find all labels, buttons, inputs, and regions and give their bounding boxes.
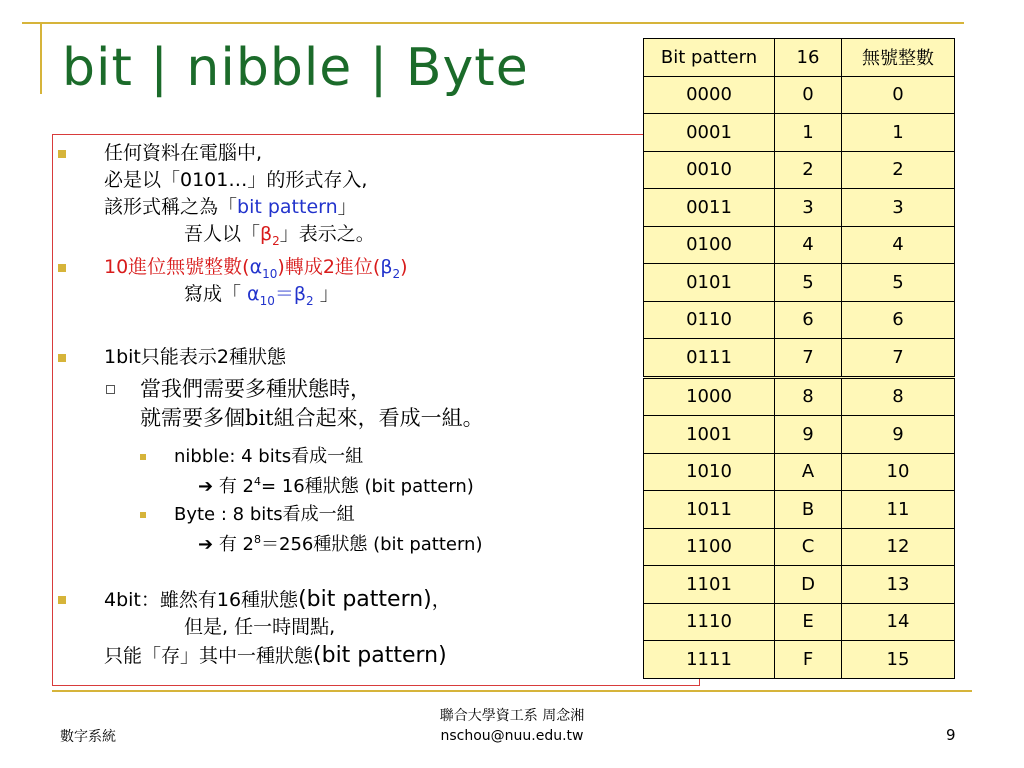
header-bit-pattern: Bit pattern bbox=[644, 39, 775, 77]
cell-bit-pattern: 0100 bbox=[644, 226, 775, 264]
table-header-row bbox=[644, 39, 955, 77]
header-unsigned-int: 無號整數 bbox=[842, 39, 955, 77]
cell-hex: F bbox=[775, 641, 842, 679]
bottom-rule bbox=[52, 690, 972, 692]
bullet-2-line-1: 10進位無號整數$(\alpha_{10})$轉成2進位$(\beta_2)$ bbox=[104, 256, 408, 281]
table-row bbox=[644, 76, 955, 114]
arrow-right-icon: ➔ bbox=[198, 476, 214, 497]
bullet-marker bbox=[58, 264, 66, 272]
bit-pattern-term: bit pattern bbox=[237, 196, 338, 218]
table-row bbox=[644, 339, 955, 378]
cell-unsigned-int: 3 bbox=[842, 189, 955, 227]
table-row bbox=[644, 566, 955, 604]
bullet-4-line-1: 4bit：雖然有16種狀態(bit pattern)， bbox=[104, 587, 451, 612]
cell-bit-pattern: 1010 bbox=[644, 453, 775, 491]
cell-hex: 0 bbox=[775, 76, 842, 114]
cell-unsigned-int: 5 bbox=[842, 264, 955, 302]
bit-pattern-table bbox=[643, 38, 955, 679]
cell-bit-pattern: 0101 bbox=[644, 264, 775, 302]
cell-bit-pattern: 1001 bbox=[644, 416, 775, 454]
top-rule bbox=[22, 22, 964, 24]
cell-hex: 5 bbox=[775, 264, 842, 302]
bullet-4-line-2: 但是, 任一時間點, bbox=[184, 616, 336, 638]
table-row bbox=[644, 491, 955, 529]
cell-bit-pattern: 1100 bbox=[644, 528, 775, 566]
cell-unsigned-int: 2 bbox=[842, 151, 955, 189]
cell-hex: 8 bbox=[775, 377, 842, 416]
cell-bit-pattern: 0011 bbox=[644, 189, 775, 227]
bullet-4-line-3: 只能「存」其中一種狀態(bit pattern) bbox=[104, 643, 447, 668]
cell-unsigned-int: 6 bbox=[842, 301, 955, 339]
table-row bbox=[644, 301, 955, 339]
table-row bbox=[644, 377, 955, 416]
nibble-line-2: ➔ 有 $2^4= 16$種狀態 (bit pattern) bbox=[198, 475, 474, 497]
cell-bit-pattern: 0001 bbox=[644, 114, 775, 152]
bullet-marker bbox=[140, 454, 146, 460]
cell-hex: 4 bbox=[775, 226, 842, 264]
cell-unsigned-int: 14 bbox=[842, 603, 955, 641]
cell-bit-pattern: 1110 bbox=[644, 603, 775, 641]
byte-line-2: ➔ 有 $2^8=256$種狀態 (bit pattern) bbox=[198, 533, 483, 555]
cell-bit-pattern: 0110 bbox=[644, 301, 775, 339]
cell-hex: 6 bbox=[775, 301, 842, 339]
bullet-2-line-2: 寫成「 $\alpha_{10}=\beta_2$ 」 bbox=[184, 283, 339, 308]
table-row bbox=[644, 114, 955, 152]
bullet-marker bbox=[58, 150, 66, 158]
table-row bbox=[644, 264, 955, 302]
cell-unsigned-int: 4 bbox=[842, 226, 955, 264]
table-row bbox=[644, 226, 955, 264]
table-row bbox=[644, 453, 955, 491]
cell-hex: 3 bbox=[775, 189, 842, 227]
cell-bit-pattern: 1011 bbox=[644, 491, 775, 529]
cell-hex: D bbox=[775, 566, 842, 604]
footer-course: 數字系統 bbox=[60, 729, 116, 745]
table-row bbox=[644, 416, 955, 454]
cell-unsigned-int: 9 bbox=[842, 416, 955, 454]
table-row bbox=[644, 528, 955, 566]
cell-unsigned-int: 8 bbox=[842, 377, 955, 416]
cell-unsigned-int: 7 bbox=[842, 339, 955, 378]
bullet-marker bbox=[140, 512, 146, 518]
cell-bit-pattern: 1101 bbox=[644, 566, 775, 604]
bullet-1-line-2: 必是以「0101…」的形式存入, bbox=[104, 169, 368, 191]
nibble-line-1: nibble: 4 bits看成一組 bbox=[174, 446, 364, 467]
cell-unsigned-int: 15 bbox=[842, 641, 955, 679]
bullet-1-line-4: 吾人以「$\beta_2$」表示之。 bbox=[184, 223, 375, 248]
arrow-right-icon: ➔ bbox=[198, 534, 214, 555]
cell-unsigned-int: 13 bbox=[842, 566, 955, 604]
cell-bit-pattern: 1000 bbox=[644, 377, 775, 416]
bullet-3-text: 1bit只能表示2種狀態 bbox=[104, 346, 286, 368]
bullet-1-line-3: 該形式稱之為「bit pattern」 bbox=[104, 196, 357, 218]
footer-author-name: 聯合大學資工系 周念湘 bbox=[439, 708, 585, 724]
bullet-1-line-1: 任何資料在電腦中, bbox=[104, 142, 263, 164]
table-row bbox=[644, 189, 955, 227]
table-row bbox=[644, 603, 955, 641]
page-number: 9 bbox=[946, 726, 956, 744]
cell-unsigned-int: 10 bbox=[842, 453, 955, 491]
left-rule bbox=[40, 22, 42, 94]
sub-bullet-marker bbox=[106, 385, 115, 394]
cell-hex: 2 bbox=[775, 151, 842, 189]
table-row bbox=[644, 151, 955, 189]
cell-hex: 7 bbox=[775, 339, 842, 378]
cell-unsigned-int: 0 bbox=[842, 76, 955, 114]
cell-hex: E bbox=[775, 603, 842, 641]
cell-hex: 1 bbox=[775, 114, 842, 152]
footer-author-email: nschou@nuu.edu.tw bbox=[440, 728, 584, 744]
sub-bullet-1-line-1: 當我們需要多種狀態時， bbox=[140, 377, 371, 401]
cell-hex: C bbox=[775, 528, 842, 566]
bullet-marker bbox=[58, 354, 66, 362]
cell-bit-pattern: 0111 bbox=[644, 339, 775, 378]
cell-hex: A bbox=[775, 453, 842, 491]
cell-bit-pattern: 0000 bbox=[644, 76, 775, 114]
cell-unsigned-int: 11 bbox=[842, 491, 955, 529]
sub-bullet-1-line-2: 就需要多個bit組合起來，看成一組。 bbox=[140, 406, 484, 430]
header-hex: 16 bbox=[775, 39, 842, 77]
cell-bit-pattern: 0010 bbox=[644, 151, 775, 189]
footer-author bbox=[412, 706, 612, 746]
cell-hex: 9 bbox=[775, 416, 842, 454]
byte-line-1: Byte : 8 bits看成一組 bbox=[174, 504, 355, 525]
slide-title: bit | nibble | Byte bbox=[62, 38, 529, 98]
cell-hex: B bbox=[775, 491, 842, 529]
table-row bbox=[644, 641, 955, 679]
cell-bit-pattern: 1111 bbox=[644, 641, 775, 679]
bullet-marker bbox=[58, 596, 66, 604]
cell-unsigned-int: 12 bbox=[842, 528, 955, 566]
cell-unsigned-int: 1 bbox=[842, 114, 955, 152]
